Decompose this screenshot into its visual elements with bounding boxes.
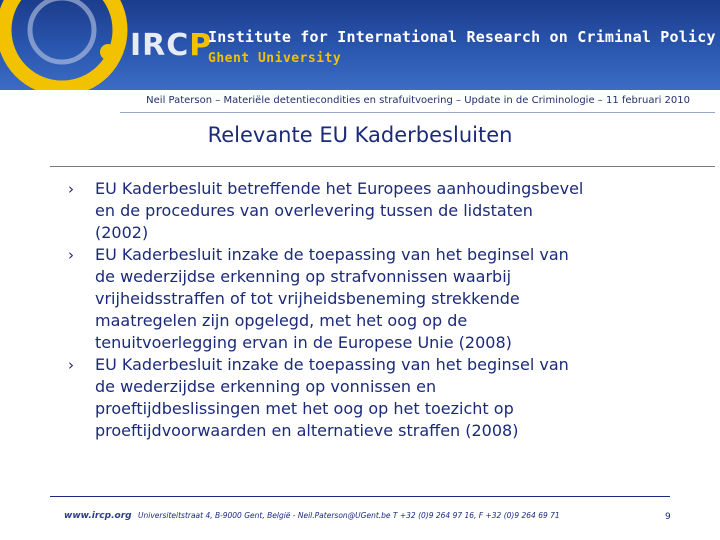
footer-website-link[interactable]: www.ircp.org [64, 511, 132, 521]
bullet-item [68, 244, 668, 354]
bullet-line: de wederzijdse erkenning op strafvonnissen waarbij [95, 267, 512, 286]
footer-address: Universiteitstraat 4, B-9000 Gent, België - Neil.Paterson@UGent.be T +32 (0)9 264 97 16, F +32 (0)9 264 69 71 [138, 511, 560, 520]
bullet-line: EU Kaderbesluit inzake de toepassing van het beginsel van [95, 245, 569, 264]
bullet-line: (2002) [95, 223, 149, 242]
page-number: 9 [665, 512, 671, 522]
bullet-item [68, 354, 668, 442]
bullet-line: vrijheidsstraffen of tot vrijheidsbeneming strekkende [95, 289, 520, 308]
chevron-right-icon: › [68, 180, 74, 198]
chevron-right-icon: › [68, 356, 74, 374]
logo-acronym: IRCP [130, 28, 213, 63]
subtitle-divider [120, 112, 715, 113]
bullet-line: maatregelen zijn opgelegd, met het oog op de [95, 311, 468, 330]
bullet-line: EU Kaderbesluit inzake de toepassing van het beginsel van [95, 355, 569, 374]
bullet-line: tenuitvoerlegging ervan in de Europese Unie (2008) [95, 333, 512, 352]
bullet-list [68, 178, 668, 442]
bullet-line: en de procedures van overlevering tussen de lidstaten [95, 201, 533, 220]
chevron-right-icon: › [68, 246, 74, 264]
presentation-subtitle: Neil Paterson – Materiële detentiecondities en strafuitvoering – Update in de Criminologie – 11 februari 2010 [146, 95, 690, 106]
bullet-line: de wederzijdse erkenning op vonnissen en [95, 377, 437, 396]
bullet-line: proeftijdbeslissingen met het oog op het toezicht op [95, 399, 514, 418]
bullet-item [68, 178, 668, 244]
slide-title: Relevante EU Kaderbesluiten [207, 123, 513, 147]
institute-name: Institute for International Research on Criminal Policy [208, 28, 716, 46]
university-name: Ghent University [208, 51, 342, 66]
footer-divider [50, 496, 670, 497]
title-divider [50, 166, 715, 167]
bullet-line: proeftijdvoorwaarden en alternatieve straffen (2008) [95, 421, 519, 440]
ircp-logo-icon [0, 0, 130, 90]
header-banner [0, 0, 720, 90]
bullet-line: EU Kaderbesluit betreffende het Europees aanhoudingsbevel [95, 179, 584, 198]
